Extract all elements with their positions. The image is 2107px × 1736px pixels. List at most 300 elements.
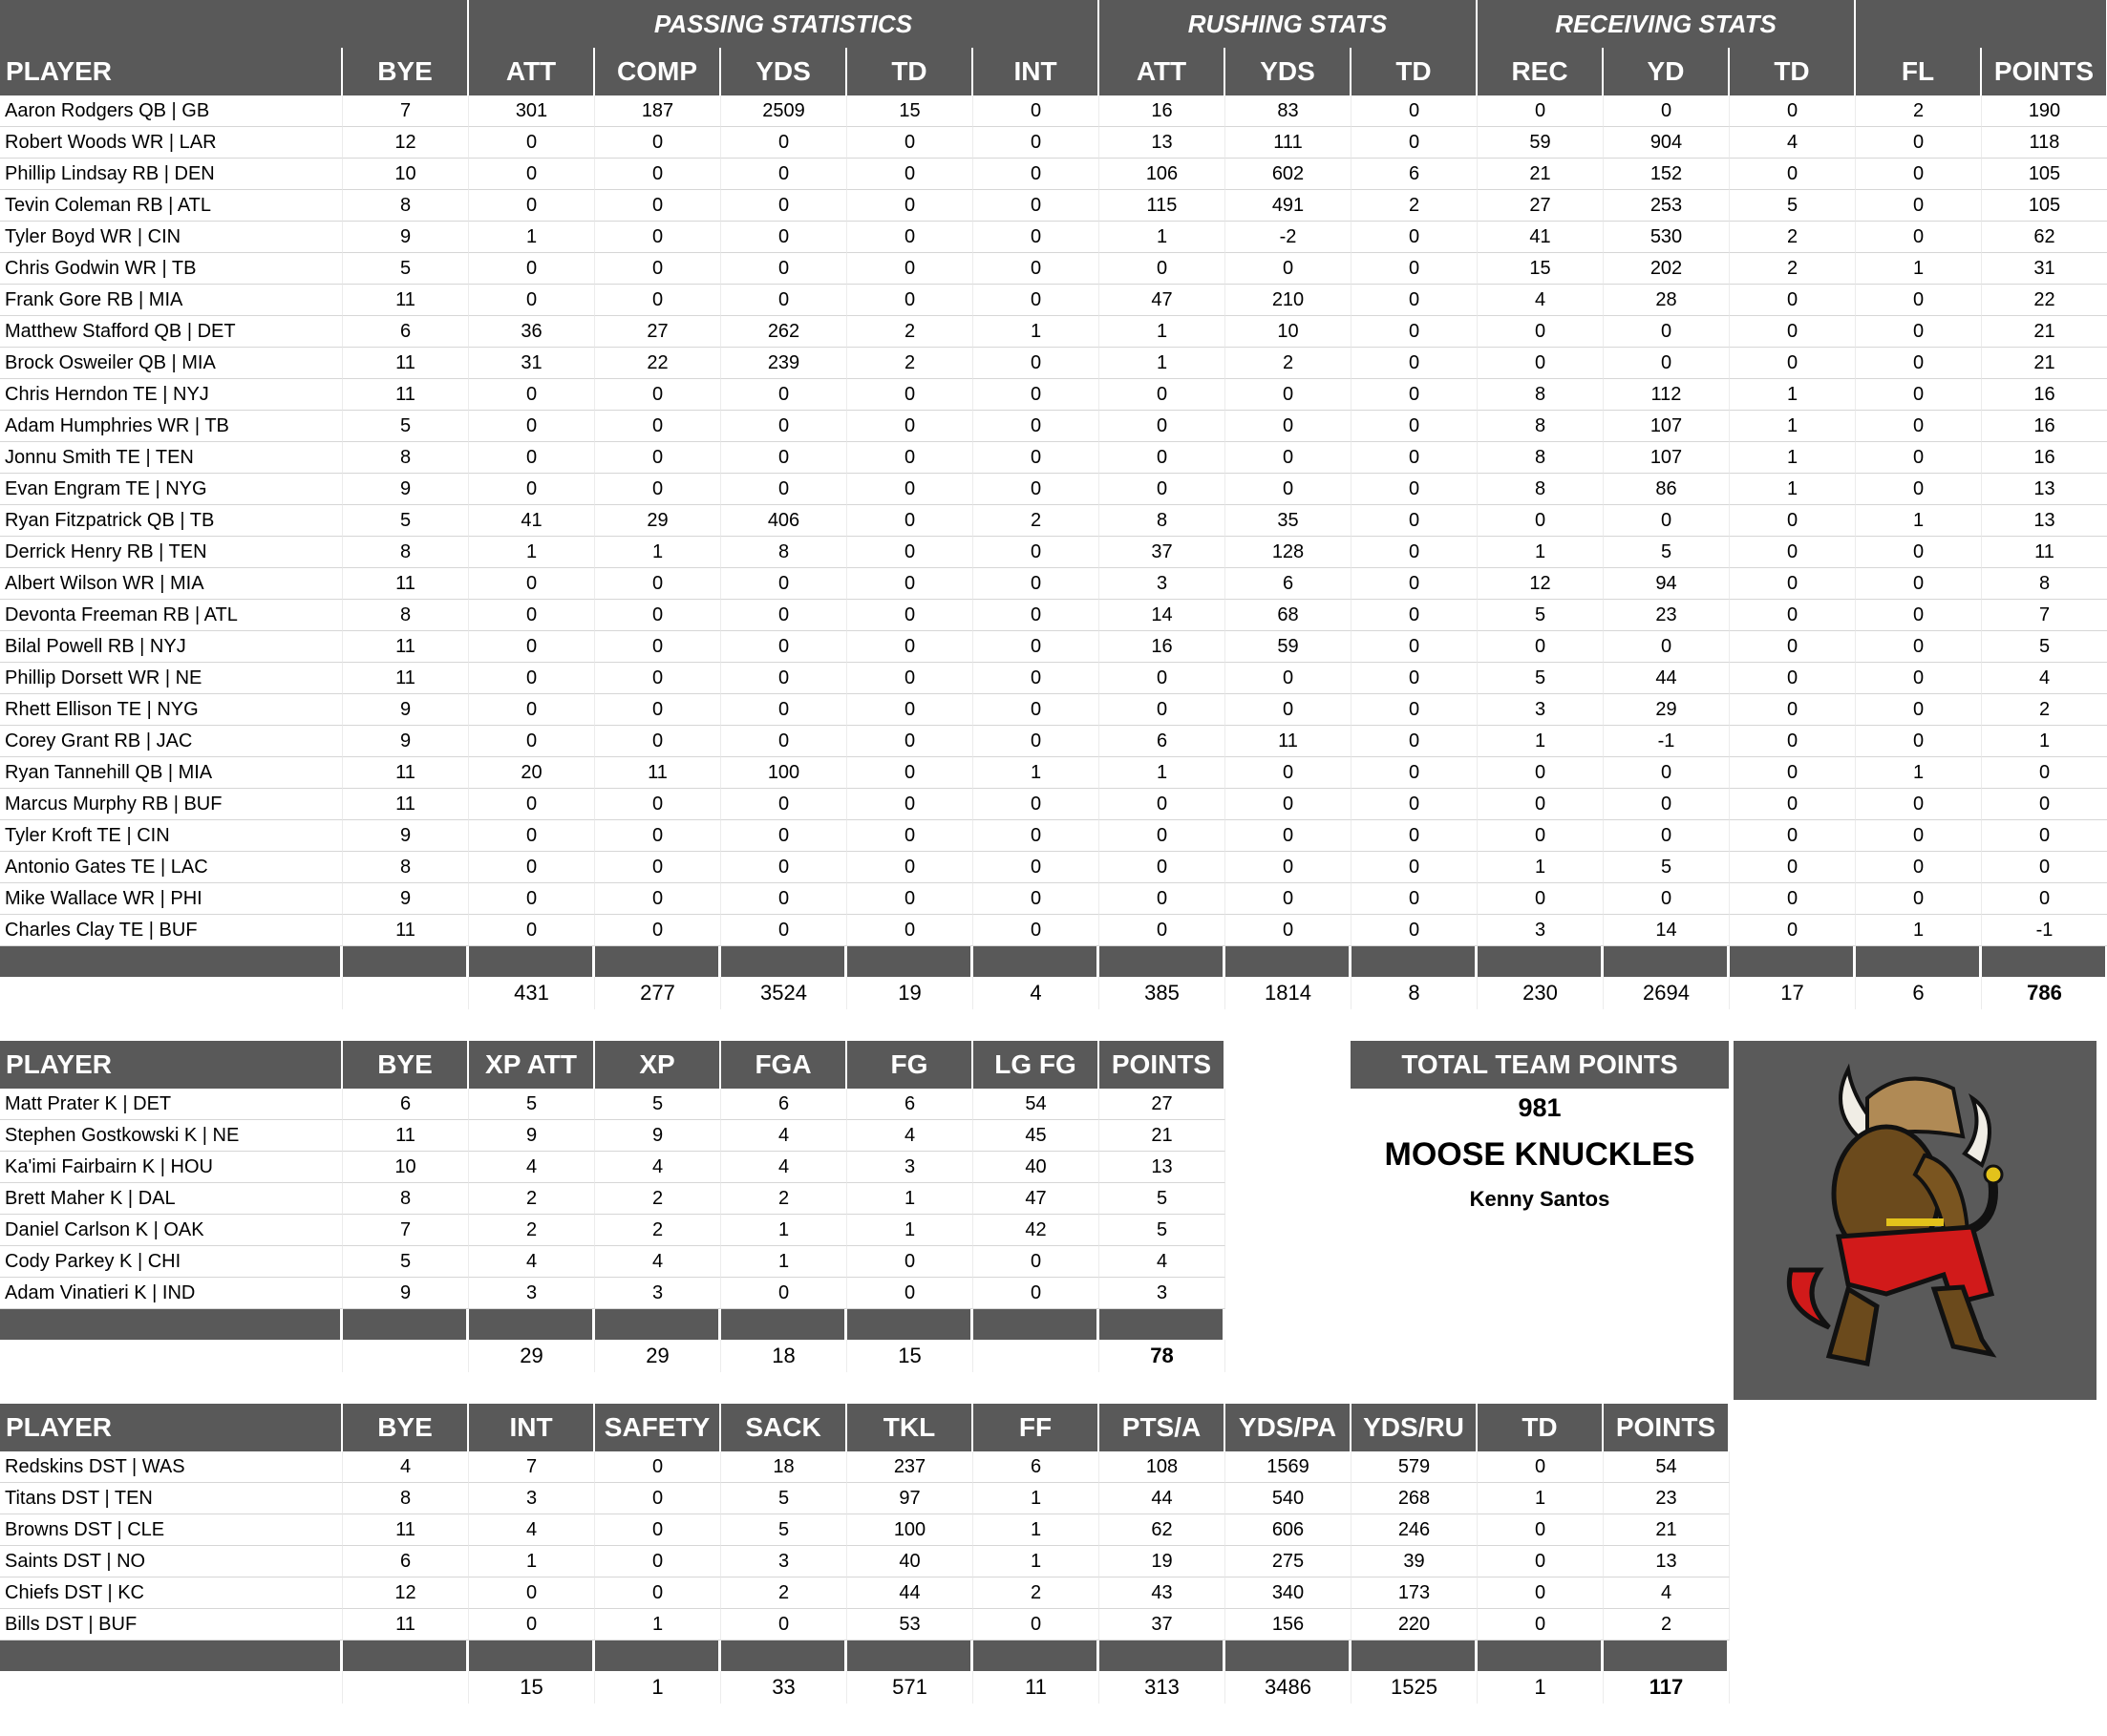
separator-cell <box>1730 946 1856 977</box>
stat-cell-fl: 0 <box>1856 852 1982 883</box>
table-row <box>0 568 2107 600</box>
stat-cell-td: 0 <box>1351 505 1478 537</box>
stat-cell-yds: 0 <box>721 694 847 726</box>
stat-cell-td: 0 <box>847 757 973 789</box>
total-cell-att: 431 <box>469 977 595 1009</box>
column-header-sack[interactable]: SACK <box>721 1404 847 1451</box>
stat-cell-td: 6 <box>1351 159 1478 190</box>
column-header-tkl[interactable]: TKL <box>847 1404 973 1451</box>
stat-cell-td: 0 <box>847 915 973 946</box>
stat-cell-sack: 18 <box>721 1451 847 1483</box>
stat-cell-comp: 0 <box>595 159 721 190</box>
total-cell-comp: 277 <box>595 977 721 1009</box>
stat-cell-td: 0 <box>1478 1546 1604 1577</box>
stat-cell-yd: 94 <box>1604 568 1730 600</box>
stat-cell-rec: 4 <box>1478 285 1604 316</box>
stat-cell-att: 0 <box>469 694 595 726</box>
stat-cell-td: 0 <box>847 285 973 316</box>
stat-cell-att: 31 <box>469 348 595 379</box>
stat-cell-yds: 0 <box>1225 820 1351 852</box>
stat-cell-int: 0 <box>469 1577 595 1609</box>
stat-cell-yds: 6 <box>1225 568 1351 600</box>
separator-cell <box>847 946 973 977</box>
stat-cell-bye: 8 <box>343 537 469 568</box>
table-row <box>0 663 2107 694</box>
column-header-att[interactable]: ATT <box>1099 48 1225 95</box>
stat-cell-bye: 11 <box>343 631 469 663</box>
stat-cell-td: 0 <box>847 379 973 411</box>
stat-cell-sack: 0 <box>721 1609 847 1641</box>
stat-cell-yd: 0 <box>1604 631 1730 663</box>
table-row <box>0 316 2107 348</box>
column-header-safety[interactable]: SAFETY <box>595 1404 721 1451</box>
team-summary-panel <box>1351 1041 1729 1212</box>
stat-cell-points: 13 <box>1982 505 2107 537</box>
stat-cell-comp: 27 <box>595 316 721 348</box>
stat-cell-yds: 0 <box>721 663 847 694</box>
stat-cell-bye: 8 <box>343 1483 469 1514</box>
stat-cell-td: 0 <box>1351 379 1478 411</box>
table-row <box>0 348 2107 379</box>
player-name-cell: Matthew Stafford QB | DET <box>0 316 343 348</box>
table-row <box>0 1183 1225 1215</box>
total-cell-td: 1 <box>1478 1671 1604 1704</box>
column-header-points[interactable]: POINTS <box>1099 1041 1225 1089</box>
table-row <box>0 1546 1730 1577</box>
stat-cell-td: 0 <box>1351 915 1478 946</box>
stat-cell-int: 0 <box>973 883 1099 915</box>
column-header-points[interactable]: POINTS <box>1604 1404 1730 1451</box>
stat-cell-rec: 0 <box>1478 348 1604 379</box>
stat-cell-td: 2 <box>847 348 973 379</box>
stat-cell-yd: 0 <box>1604 820 1730 852</box>
stat-cell-fga: 2 <box>721 1183 847 1215</box>
column-header-td[interactable]: TD <box>847 48 973 95</box>
total-cell-pts-a: 313 <box>1099 1671 1225 1704</box>
player-name-cell: Charles Clay TE | BUF <box>0 915 343 946</box>
column-header-player[interactable]: PLAYER <box>0 1404 343 1451</box>
column-header-yds[interactable]: YDS <box>721 48 847 95</box>
stat-cell-lg-fg: 42 <box>973 1215 1099 1246</box>
column-header-td[interactable]: TD <box>1478 1404 1604 1451</box>
stat-cell-xp-att: 4 <box>469 1152 595 1183</box>
stat-cell-comp: 0 <box>595 379 721 411</box>
stat-cell-yds: 10 <box>1225 316 1351 348</box>
stat-cell-att: 0 <box>1099 442 1225 474</box>
stat-cell-points: 5 <box>1099 1215 1225 1246</box>
stat-cell-comp: 0 <box>595 820 721 852</box>
stat-cell-points: 4 <box>1982 663 2107 694</box>
stat-cell-fg: 4 <box>847 1120 973 1152</box>
column-header-bye[interactable]: BYE <box>343 1041 469 1089</box>
stat-cell-rec: 27 <box>1478 190 1604 222</box>
table-row <box>0 757 2107 789</box>
stat-cell-td: 0 <box>1351 348 1478 379</box>
stat-cell-rec: 5 <box>1478 600 1604 631</box>
column-header-points[interactable]: POINTS <box>1982 48 2107 95</box>
stat-cell-bye: 8 <box>343 442 469 474</box>
column-header-lg-fg[interactable]: LG FG <box>973 1041 1099 1089</box>
table-row <box>0 1483 1730 1514</box>
stat-cell-rec: 5 <box>1478 663 1604 694</box>
stat-cell-fl: 0 <box>1856 663 1982 694</box>
separator-cell <box>0 1309 343 1340</box>
stat-cell-att: 0 <box>1099 411 1225 442</box>
stat-cell-fl: 0 <box>1856 600 1982 631</box>
stat-cell-rec: 1 <box>1478 726 1604 757</box>
column-header-comp[interactable]: COMP <box>595 48 721 95</box>
stat-cell-att: 8 <box>1099 505 1225 537</box>
stat-cell-yds: 406 <box>721 505 847 537</box>
stat-cell-comp: 0 <box>595 285 721 316</box>
stat-cell-bye: 9 <box>343 883 469 915</box>
total-cell-yds-ru: 1525 <box>1351 1671 1478 1704</box>
separator-cell <box>469 946 595 977</box>
table-row <box>0 127 2107 159</box>
stat-cell-xp: 5 <box>595 1089 721 1120</box>
stat-cell-bye: 10 <box>343 1152 469 1183</box>
total-cell-fg: 15 <box>847 1340 973 1372</box>
stat-cell-td: 0 <box>1730 883 1856 915</box>
stat-cell-yd: 253 <box>1604 190 1730 222</box>
separator-cell <box>847 1309 973 1340</box>
stat-cell-fl: 0 <box>1856 474 1982 505</box>
stat-cell-yd: 0 <box>1604 316 1730 348</box>
separator-bar <box>0 946 2107 977</box>
column-header-fg[interactable]: FG <box>847 1041 973 1089</box>
stat-cell-int: 3 <box>469 1483 595 1514</box>
column-header-player[interactable]: PLAYER <box>0 48 343 95</box>
total-cell-yds: 3524 <box>721 977 847 1009</box>
group-header-passing-statistics: PASSING STATISTICS <box>469 0 1099 48</box>
stat-cell-att: 115 <box>1099 190 1225 222</box>
stat-cell-td: 0 <box>1351 789 1478 820</box>
stat-cell-xp-att: 4 <box>469 1246 595 1278</box>
total-cell-att: 385 <box>1099 977 1225 1009</box>
stat-cell-att: 0 <box>469 411 595 442</box>
stat-cell-lg-fg: 40 <box>973 1152 1099 1183</box>
stat-cell-points: 0 <box>1982 820 2107 852</box>
stat-cell-sack: 3 <box>721 1546 847 1577</box>
stat-cell-xp-att: 5 <box>469 1089 595 1120</box>
stat-cell-rec: 0 <box>1478 505 1604 537</box>
player-name-cell: Matt Prater K | DET <box>0 1089 343 1120</box>
stat-cell-yds-ru: 579 <box>1351 1451 1478 1483</box>
table-row <box>0 1152 1225 1183</box>
stat-cell-yds: 0 <box>721 820 847 852</box>
stat-cell-fl: 0 <box>1856 285 1982 316</box>
column-header-yds-pa[interactable]: YDS/PA <box>1225 1404 1351 1451</box>
stat-cell-int: 7 <box>469 1451 595 1483</box>
stat-cell-yds: 100 <box>721 757 847 789</box>
stat-cell-bye: 11 <box>343 757 469 789</box>
player-name-cell: Ka'imi Fairbairn K | HOU <box>0 1152 343 1183</box>
column-header-td[interactable]: TD <box>1730 48 1856 95</box>
separator-cell <box>1982 946 2107 977</box>
stat-cell-bye: 11 <box>343 663 469 694</box>
stat-cell-td: 0 <box>1730 95 1856 127</box>
stat-cell-ff: 0 <box>973 1609 1099 1641</box>
separator-cell <box>0 1641 343 1671</box>
stat-cell-fg: 6 <box>847 1089 973 1120</box>
stat-cell-points: 2 <box>1604 1609 1730 1641</box>
stat-cell-rec: 3 <box>1478 694 1604 726</box>
stat-cell-td: 2 <box>1730 253 1856 285</box>
total-cell-player <box>0 1671 343 1704</box>
column-header-bye[interactable]: BYE <box>343 1404 469 1451</box>
stat-cell-pts-a: 108 <box>1099 1451 1225 1483</box>
stat-cell-fg: 0 <box>847 1246 973 1278</box>
total-cell-lg-fg <box>973 1340 1099 1372</box>
stat-cell-att: 1 <box>1099 757 1225 789</box>
stat-cell-rec: 12 <box>1478 568 1604 600</box>
total-cell-yd: 2694 <box>1604 977 1730 1009</box>
column-header-row <box>0 1404 1730 1451</box>
table-row <box>0 222 2107 253</box>
stat-cell-td: 2 <box>1730 222 1856 253</box>
stat-cell-yds: 0 <box>1225 789 1351 820</box>
stat-cell-int: 0 <box>973 600 1099 631</box>
player-name-cell: Brett Maher K | DAL <box>0 1183 343 1215</box>
stat-cell-yds: 0 <box>721 915 847 946</box>
stat-cell-bye: 8 <box>343 600 469 631</box>
stat-cell-yd: 904 <box>1604 127 1730 159</box>
stat-cell-td: 0 <box>1351 95 1478 127</box>
stat-cell-att: 0 <box>469 663 595 694</box>
stat-cell-yds: 68 <box>1225 600 1351 631</box>
stat-cell-int: 0 <box>973 442 1099 474</box>
stat-cell-fl: 0 <box>1856 127 1982 159</box>
stat-cell-xp: 2 <box>595 1215 721 1246</box>
column-header-td[interactable]: TD <box>1351 48 1478 95</box>
stat-cell-fl: 0 <box>1856 222 1982 253</box>
stat-cell-td: 0 <box>847 600 973 631</box>
stat-cell-ff: 1 <box>973 1546 1099 1577</box>
stat-cell-fga: 4 <box>721 1152 847 1183</box>
stat-cell-yds: 0 <box>721 253 847 285</box>
stat-cell-yd: 29 <box>1604 694 1730 726</box>
player-name-cell: Chris Herndon TE | NYJ <box>0 379 343 411</box>
stat-cell-yd: 530 <box>1604 222 1730 253</box>
stat-cell-points: 4 <box>1099 1246 1225 1278</box>
table-row <box>0 852 2107 883</box>
stat-cell-bye: 11 <box>343 285 469 316</box>
stat-cell-att: 47 <box>1099 285 1225 316</box>
stat-cell-yds-ru: 246 <box>1351 1514 1478 1546</box>
column-header-yd[interactable]: YD <box>1604 48 1730 95</box>
table-row <box>0 1577 1730 1609</box>
stat-cell-points: 13 <box>1099 1152 1225 1183</box>
team-name: MOOSE KNUCKLES <box>1384 1136 1695 1173</box>
column-header-fl[interactable]: FL <box>1856 48 1982 95</box>
player-name-cell: Jonnu Smith TE | TEN <box>0 442 343 474</box>
stat-cell-rec: 59 <box>1478 127 1604 159</box>
stat-cell-comp: 0 <box>595 631 721 663</box>
stat-cell-att: 0 <box>469 600 595 631</box>
table-row <box>0 883 2107 915</box>
stat-cell-comp: 0 <box>595 789 721 820</box>
stat-cell-fga: 1 <box>721 1246 847 1278</box>
stat-cell-int: 0 <box>973 95 1099 127</box>
stat-cell-comp: 0 <box>595 222 721 253</box>
stat-cell-yds: -2 <box>1225 222 1351 253</box>
stat-cell-rec: 8 <box>1478 411 1604 442</box>
stat-cell-xp: 3 <box>595 1278 721 1309</box>
stat-cell-points: 62 <box>1982 222 2107 253</box>
stat-cell-fl: 0 <box>1856 537 1982 568</box>
stat-cell-yds: 0 <box>1225 411 1351 442</box>
column-header-pts-a[interactable]: PTS/A <box>1099 1404 1225 1451</box>
column-header-ff[interactable]: FF <box>973 1404 1099 1451</box>
stat-cell-xp-att: 9 <box>469 1120 595 1152</box>
player-name-cell: Tyler Boyd WR | CIN <box>0 222 343 253</box>
table-row <box>0 1609 1730 1641</box>
stat-cell-fl: 0 <box>1856 316 1982 348</box>
stat-cell-yds: 0 <box>721 411 847 442</box>
stat-cell-yds: 0 <box>721 852 847 883</box>
stat-cell-int: 0 <box>973 663 1099 694</box>
stat-cell-att: 6 <box>1099 726 1225 757</box>
separator-cell <box>1351 1641 1478 1671</box>
stat-cell-points: 0 <box>1982 789 2107 820</box>
stat-cell-att: 0 <box>469 915 595 946</box>
stat-cell-int: 1 <box>469 1546 595 1577</box>
stat-cell-points: 21 <box>1099 1120 1225 1152</box>
stat-cell-td: 0 <box>847 820 973 852</box>
stat-cell-points: 16 <box>1982 379 2107 411</box>
player-name-cell: Corey Grant RB | JAC <box>0 726 343 757</box>
stat-cell-att: 0 <box>469 568 595 600</box>
stat-cell-yd: 5 <box>1604 537 1730 568</box>
stat-cell-rec: 0 <box>1478 95 1604 127</box>
stat-cell-comp: 0 <box>595 190 721 222</box>
stat-cell-td: 1 <box>1730 411 1856 442</box>
team-owner: Kenny Santos <box>1469 1187 1610 1211</box>
column-header-yds-ru[interactable]: YDS/RU <box>1351 1404 1478 1451</box>
stat-cell-yds: 11 <box>1225 726 1351 757</box>
stat-cell-yds: 0 <box>1225 663 1351 694</box>
column-header-fga[interactable]: FGA <box>721 1041 847 1089</box>
separator-cell <box>721 1309 847 1340</box>
player-name-cell: Marcus Murphy RB | BUF <box>0 789 343 820</box>
stat-cell-fl: 0 <box>1856 631 1982 663</box>
column-header-int[interactable]: INT <box>469 1404 595 1451</box>
stat-cell-rec: 15 <box>1478 253 1604 285</box>
stat-cell-int: 0 <box>973 820 1099 852</box>
table-row <box>0 442 2107 474</box>
stat-cell-td: 0 <box>1351 883 1478 915</box>
column-header-xp[interactable]: XP <box>595 1041 721 1089</box>
stat-cell-lg-fg: 0 <box>973 1246 1099 1278</box>
stat-cell-td: 0 <box>847 190 973 222</box>
stat-cell-att: 0 <box>469 474 595 505</box>
stat-cell-comp: 0 <box>595 411 721 442</box>
stat-cell-fl: 0 <box>1856 883 1982 915</box>
separator-cell <box>1478 1641 1604 1671</box>
total-cell-safety: 1 <box>595 1671 721 1704</box>
stat-cell-att: 37 <box>1099 537 1225 568</box>
stat-cell-att: 0 <box>469 726 595 757</box>
player-name-cell: Redskins DST | WAS <box>0 1451 343 1483</box>
stat-cell-bye: 11 <box>343 379 469 411</box>
table-row <box>0 789 2107 820</box>
stat-cell-fga: 1 <box>721 1215 847 1246</box>
stat-cell-int: 0 <box>973 411 1099 442</box>
column-header-att[interactable]: ATT <box>469 48 595 95</box>
stat-cell-rec: 8 <box>1478 379 1604 411</box>
stat-cell-yd: 107 <box>1604 442 1730 474</box>
stat-cell-bye: 11 <box>343 915 469 946</box>
stat-cell-td: 0 <box>1730 852 1856 883</box>
stat-cell-pts-a: 19 <box>1099 1546 1225 1577</box>
stat-cell-int: 0 <box>973 379 1099 411</box>
total-cell-points: 117 <box>1604 1671 1730 1704</box>
stat-cell-yds: 0 <box>721 631 847 663</box>
stat-cell-comp: 187 <box>595 95 721 127</box>
stat-cell-yds: 2509 <box>721 95 847 127</box>
column-header-rec[interactable]: REC <box>1478 48 1604 95</box>
stat-cell-td: 0 <box>847 253 973 285</box>
column-header-bye[interactable]: BYE <box>343 48 469 95</box>
stat-cell-td: 0 <box>1351 537 1478 568</box>
stat-cell-safety: 0 <box>595 1577 721 1609</box>
stat-cell-bye: 7 <box>343 1215 469 1246</box>
stat-cell-td: 0 <box>1730 694 1856 726</box>
stat-cell-fg: 1 <box>847 1183 973 1215</box>
stat-cell-td: 0 <box>1351 852 1478 883</box>
stat-cell-points: 21 <box>1982 348 2107 379</box>
stat-cell-yd: 0 <box>1604 505 1730 537</box>
stat-cell-points: 16 <box>1982 442 2107 474</box>
stat-cell-td: 0 <box>1730 663 1856 694</box>
stat-cell-bye: 11 <box>343 1609 469 1641</box>
stat-cell-fl: 1 <box>1856 505 1982 537</box>
separator-cell <box>1604 946 1730 977</box>
stat-cell-rec: 8 <box>1478 474 1604 505</box>
total-cell-td: 19 <box>847 977 973 1009</box>
total-cell-fga: 18 <box>721 1340 847 1372</box>
stat-cell-bye: 5 <box>343 505 469 537</box>
player-name-cell: Brock Osweiler QB | MIA <box>0 348 343 379</box>
table-row <box>0 1514 1730 1546</box>
stat-cell-int: 0 <box>973 789 1099 820</box>
column-header-yds[interactable]: YDS <box>1225 48 1351 95</box>
total-cell-bye <box>343 1340 469 1372</box>
player-name-cell: Ryan Tannehill QB | MIA <box>0 757 343 789</box>
stat-cell-bye: 9 <box>343 820 469 852</box>
column-header-xp-att[interactable]: XP ATT <box>469 1041 595 1089</box>
table-row <box>0 631 2107 663</box>
stat-cell-td: 0 <box>1351 222 1478 253</box>
stat-cell-points: -1 <box>1982 915 2107 946</box>
stat-cell-int: 0 <box>973 694 1099 726</box>
stat-cell-fg: 1 <box>847 1215 973 1246</box>
stat-cell-points: 105 <box>1982 159 2107 190</box>
column-header-int[interactable]: INT <box>973 48 1099 95</box>
total-cell-td: 8 <box>1351 977 1478 1009</box>
stat-cell-points: 1 <box>1982 726 2107 757</box>
stat-cell-yds: 262 <box>721 316 847 348</box>
stat-cell-int: 0 <box>973 474 1099 505</box>
stat-cell-td: 0 <box>847 537 973 568</box>
stat-cell-xp: 9 <box>595 1120 721 1152</box>
player-name-cell: Saints DST | NO <box>0 1546 343 1577</box>
column-header-player[interactable]: PLAYER <box>0 1041 343 1089</box>
table-row <box>0 1215 1225 1246</box>
stat-cell-points: 13 <box>1982 474 2107 505</box>
group-header-receiving-stats: RECEIVING STATS <box>1478 0 1856 48</box>
separator-cell <box>595 1309 721 1340</box>
